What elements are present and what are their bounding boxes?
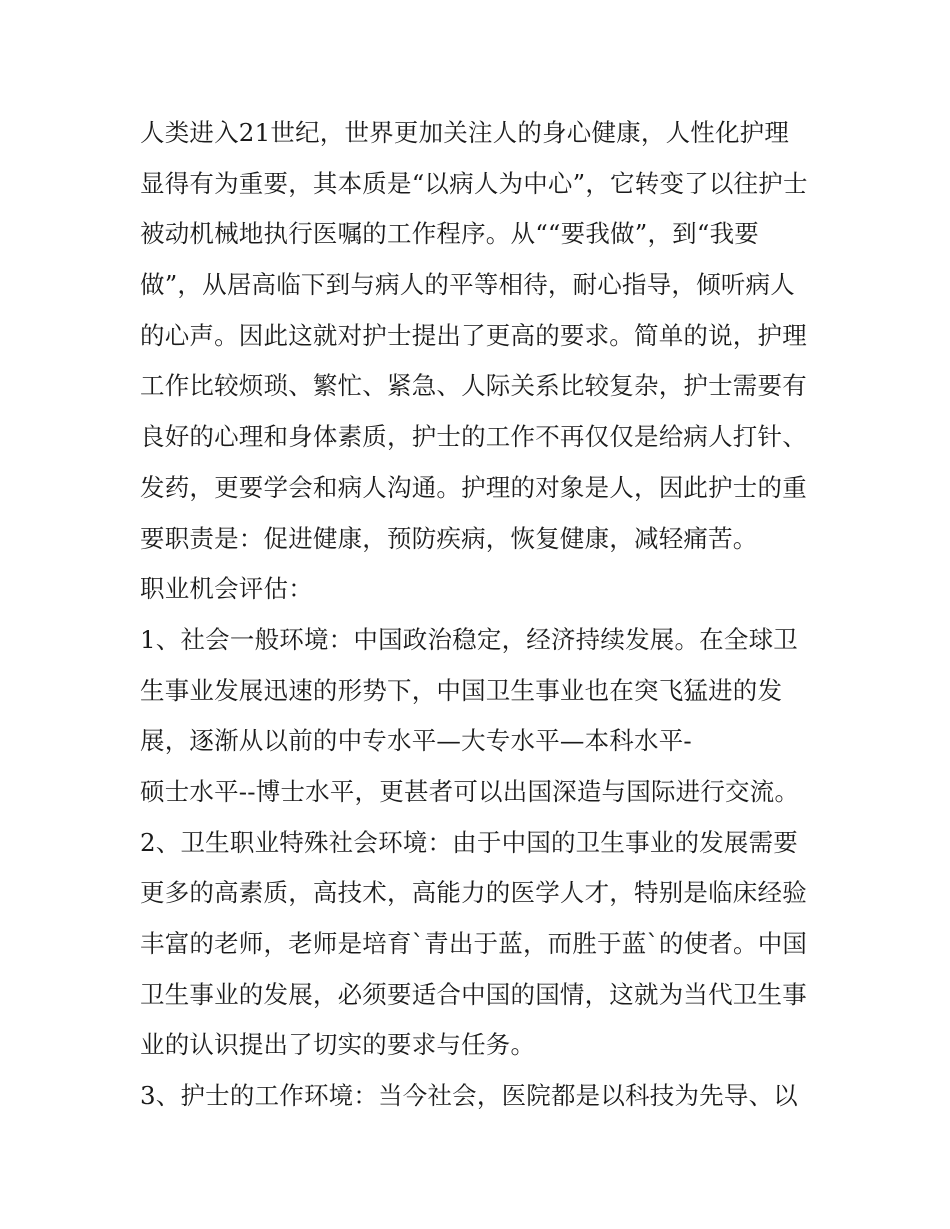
section-heading: 职业机会评估： bbox=[140, 574, 313, 604]
text-line: 人类进入21世纪，世界更加关注人的身心健康，人性化护理 bbox=[140, 118, 790, 147]
text-line: 更多的高素质，高技术，高能力的医学人才，特别是临床经验 bbox=[140, 878, 807, 908]
text-line: 展，逐渐从以前的中专水平—大专水平—本科水平- bbox=[140, 726, 692, 756]
body-text bbox=[140, 108, 830, 1122]
text-line: 3、护士的工作环境：当今社会，医院都是以科技为先导、以 bbox=[140, 1081, 798, 1111]
text-line: 良好的心理和身体素质，护士的工作不再仅仅是给病人打针、 bbox=[140, 422, 807, 452]
text-line: 生事业发展迅速的形势下，中国卫生事业也在突飞猛进的发 bbox=[140, 675, 783, 705]
text-line: 1、社会一般环境：中国政治稳定，经济持续发展。在全球卫 bbox=[140, 624, 798, 654]
text-line: 的心声。因此这就对护士提出了更高的要求。简单的说，护理 bbox=[140, 320, 807, 350]
text-line: 硕士水平--博士水平，更甚者可以出国深造与国际进行交流。 bbox=[140, 776, 800, 806]
text-line: 显得有为重要，其本质是“以病人为中心”，它转变了以往护士 bbox=[140, 168, 808, 198]
text-line: 被动机械地执行医嘱的工作程序。从““要我做”，到“我要 bbox=[140, 219, 759, 249]
text-line: 发药，更要学会和病人沟通。护理的对象是人，因此护士的重 bbox=[140, 472, 807, 502]
text-line: 做”，从居高临下到与病人的平等相待，耐心指导，倾听病人 bbox=[140, 270, 795, 300]
text-line: 2、卫生职业特殊社会环境：由于中国的卫生事业的发展需要 bbox=[140, 827, 798, 857]
text-line: 工作比较烦琐、繁忙、紧急、人际关系比较复杂，护士需要有 bbox=[140, 371, 807, 401]
text-line: 要职责是：促进健康，预防疾病，恢复健康，减轻痛苦。 bbox=[140, 523, 758, 553]
text-line: 丰富的老师，老师是培育`青出于蓝，而胜于蓝`的使者。中国 bbox=[140, 929, 808, 958]
text-line: 业的认识提出了切实的要求与任务。 bbox=[140, 1030, 536, 1060]
text-line: 卫生事业的发展，必须要适合中国的国情，这就为当代卫生事 bbox=[140, 979, 807, 1009]
